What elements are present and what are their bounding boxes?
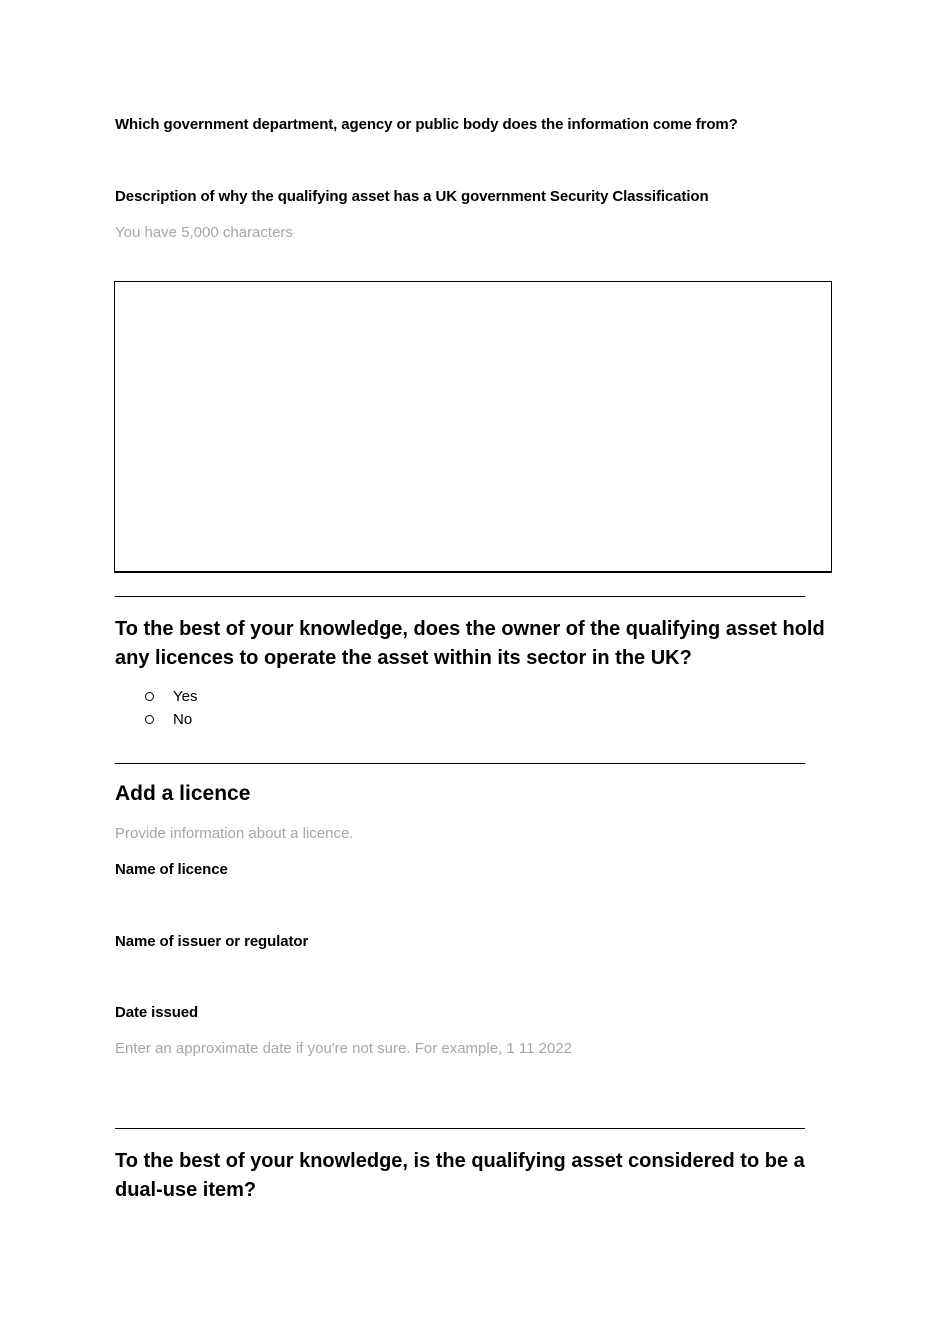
character-limit-hint: You have 5,000 characters [115,224,293,241]
licence-option-yes-label: Yes [173,688,198,705]
radio-circle-icon[interactable] [145,692,154,701]
issuer-name-label: Name of issuer or regulator [115,933,309,950]
add-licence-hint: Provide information about a licence. [115,825,354,842]
radio-circle-icon[interactable] [145,715,154,724]
licences-question-heading: To the best of your knowledge, does the owner of the qualifying asset hold any licences to operate the asset within its sector in the UK? [115,618,825,669]
licence-name-label: Name of licence [115,861,228,878]
licence-option-yes[interactable] [143,688,197,705]
section-divider [115,596,805,597]
date-issued-hint: Enter an approximate date if you're not sure. For example, 1 11 2022 [115,1040,573,1057]
add-licence-heading: Add a licence [115,782,251,805]
classification-description-textarea[interactable] [114,281,832,573]
dual-use-question-heading: To the best of your knowledge, is the qualifying asset considered to be a dual-use item? [115,1150,805,1201]
date-issued-label: Date issued [115,1004,199,1021]
classification-description-label: Description of why the qualifying asset has a UK government Security Classification [115,188,709,205]
section-divider [115,1128,805,1129]
licence-option-no[interactable] [143,711,192,728]
licence-option-no-label: No [173,711,193,728]
section-divider [115,763,805,764]
department-question-label: Which government department, agency or public body does the information come from? [115,116,738,133]
